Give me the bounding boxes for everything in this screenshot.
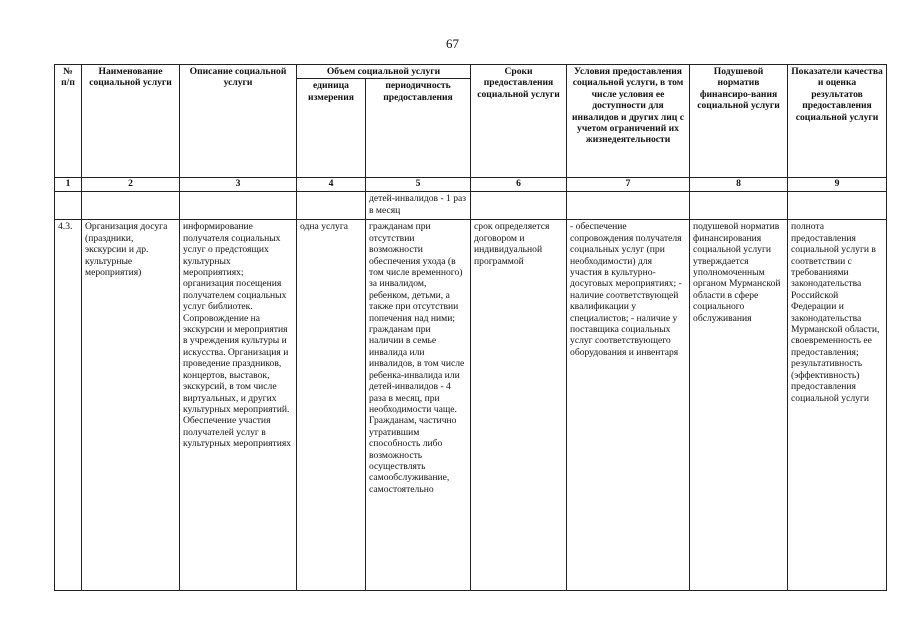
header-col-indicators: Показатели качества и оценка результатов предоставления социальной услуги [788, 65, 887, 178]
row-number-cell: 4.3. [55, 220, 82, 591]
column-number: 1 [55, 178, 82, 192]
conditions-cell: - обеспечение сопровождения получателя социальных услуг (при необходимости) для участия в культурно-досуговых мероприятиях; - наличие соответствующей квалификации у специалистов; - наличие у поставщика социальных услуг соответствующего оборудования и инвентаря [567, 220, 690, 591]
column-number: 8 [690, 178, 788, 192]
column-number: 3 [180, 178, 297, 192]
continuation-periodicity-cell: детей-инвалидов - 1 раз в месяц [366, 192, 471, 220]
header-col-financing: Подушевой норматив финансиро-вания социальной услуги [690, 65, 788, 178]
unit-cell: одна услуга [297, 220, 366, 591]
service-name-cell: Организация досуга (праздники, экскурсии и др. культурные мероприятия) [82, 220, 180, 591]
description-cell: информирование получателя социальных услуг о предстоящих культурных мероприятиях; организация посещения получателем социальных услуг библиотек. Сопровождение на экскурсии и мероприятия в учреждения культуры и искусства. Организация и проведение праздников, концертов, выставок, экскурсий, в том числе виртуальных, и других культурных мероприятий. Обеспечение участия получателей услуг в культурных мероприятиях [180, 220, 297, 591]
column-numbers-row [55, 178, 887, 192]
terms-cell: срок определяется договором и индивидуальной программой [471, 220, 567, 591]
header-col-description: Описание социальной услуги [180, 65, 297, 178]
page-number: 67 [446, 36, 459, 51]
header-col-terms: Сроки предоставления социальной услуги [471, 65, 567, 178]
table-cell [180, 192, 297, 220]
social-services-table [54, 64, 887, 591]
header-col-service-name: Наименование социальной услуги [82, 65, 180, 178]
header-col-volume: Объем социальной услуги [297, 65, 471, 79]
column-number: 4 [297, 178, 366, 192]
financing-cell: подушевой норматив финансирования социальной услуги утверждается уполномоченным органом Мурманской области в сфере социального обслуживания [690, 220, 788, 591]
column-number: 5 [366, 178, 471, 192]
column-number: 9 [788, 178, 887, 192]
column-number: 6 [471, 178, 567, 192]
header-col-conditions: Условия предоставления социальной услуги, в том числе условия ее доступности для инвалидов и других лиц с учетом ограничений их жизнедеятельности [567, 65, 690, 178]
header-row-top [55, 65, 887, 79]
table-cell [788, 192, 887, 220]
column-number: 7 [567, 178, 690, 192]
header-col-unit: единица измерения [297, 79, 366, 178]
header-col-number: № п/п [55, 65, 82, 178]
table-cell [471, 192, 567, 220]
continuation-row [55, 192, 887, 220]
indicators-cell: полнота предоставления социальной услуги в соответствии с требованиями законодательства Российской Федерации и законодательства Мурманской области, своевременность ее предоставления; результативность (эффективность) предоставления социальной услуги [788, 220, 887, 591]
table-cell [690, 192, 788, 220]
table-cell [55, 192, 82, 220]
header-col-periodicity: периодичность предоставления [366, 79, 471, 178]
table-cell [297, 192, 366, 220]
table-cell [82, 192, 180, 220]
column-number: 2 [82, 178, 180, 192]
periodicity-cell: гражданам при отсутствии возможности обеспечения ухода (в том числе временного) за инвалидом, ребенком, детьми, а также при отсутствии попечения над ними; гражданам при наличии в семье инвалида или инвалидов, в том числе ребенка-инвалида или детей-инвалидов - 4 раза в месяц, при необходимости чаще. Гражданам, частично утратившим способность либо возможность осуществлять самообслуживание, самостоятельно [366, 220, 471, 591]
table-row-4-3 [55, 220, 887, 591]
table-cell [567, 192, 690, 220]
